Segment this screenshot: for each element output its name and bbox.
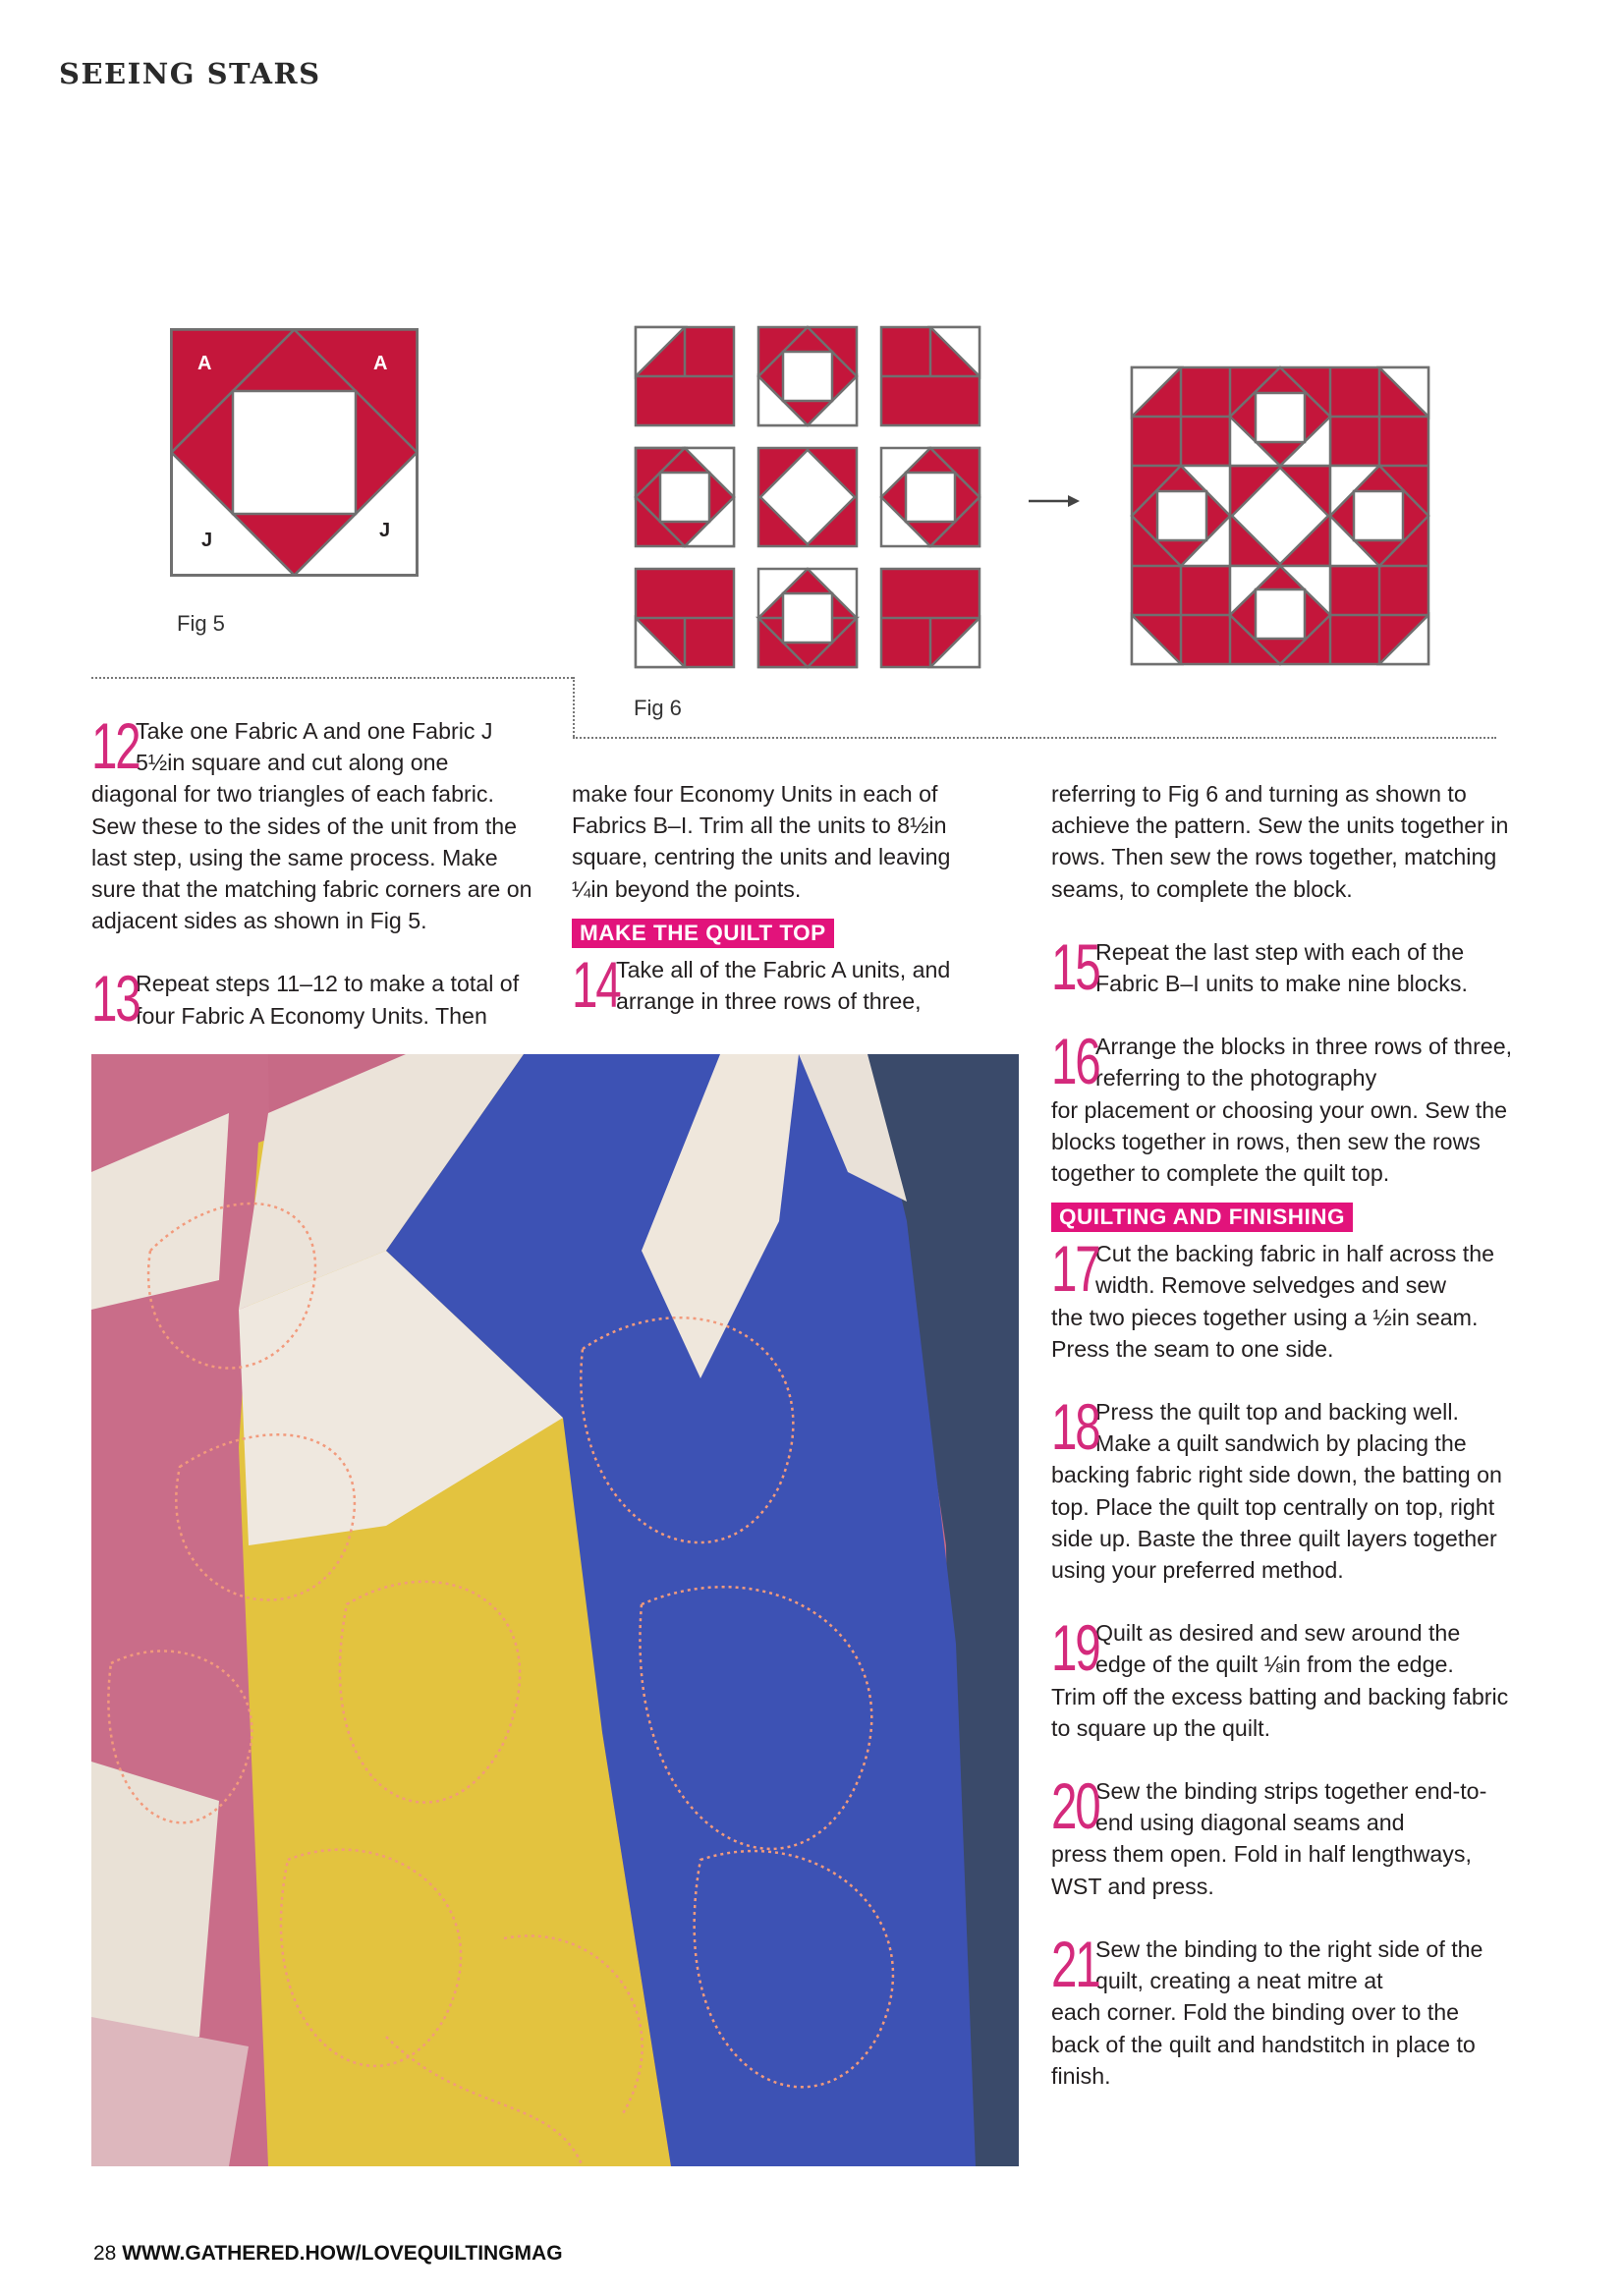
step-21-lead: Sew the binding to the right side of the quilt, creating a neat mitre at xyxy=(1095,1935,1483,1994)
step-17-text: the two pieces together using a ½in seam. Press the seam to one side. xyxy=(1051,1304,1479,1362)
step-18-text: backing fabric right side down, the batting on top. Place the quilt top centrally on top, right side up. Baste the three quilt layers together using your preferred method. xyxy=(1051,1462,1502,1584)
step-14-continued: referring to Fig 6 and turning as shown to achieve the pattern. Sew the units together in rows. Then sew the rows together, matching seams, to complete the block. xyxy=(1051,781,1509,902)
separator-vertical xyxy=(573,677,575,737)
step-17-number: 17 xyxy=(1051,1232,1099,1306)
step-14-lead: Take all of the Fabric A units, and arrange in three rows of three, xyxy=(616,956,951,1015)
separator-left xyxy=(91,677,573,679)
step-16-lead: Arrange the blocks in three rows of three, referring to the photography xyxy=(1095,1034,1513,1092)
fig6-units-grid xyxy=(634,325,982,669)
step-16 xyxy=(1051,1025,1513,1189)
section-quilting-finishing: QUILTING AND FINISHING xyxy=(1051,1203,1353,1232)
section-make-quilt-top: MAKE THE QUILT TOP xyxy=(572,919,834,948)
step-18 xyxy=(1051,1390,1513,1586)
step-17 xyxy=(1051,1232,1513,1365)
fig5-caption: Fig 5 xyxy=(177,611,225,636)
quilt-photo-illustration xyxy=(91,1054,1019,2166)
step-12 xyxy=(91,709,538,936)
footer-url[interactable]: WWW.GATHERED.HOW/LOVEQUILTINGMAG xyxy=(122,2242,563,2265)
step-18-number: 18 xyxy=(1051,1390,1099,1464)
step-14 xyxy=(572,947,984,1021)
step-15-number: 15 xyxy=(1051,929,1099,1003)
fig6-caption: Fig 6 xyxy=(634,696,682,720)
page-footer xyxy=(93,2242,563,2266)
step-13-lead: Repeat steps 11–12 to make a total of four Fabric A Economy Units. Then xyxy=(136,971,520,1029)
fig5-label-j1: J xyxy=(201,530,213,551)
step-15 xyxy=(1051,929,1513,1003)
arrow-right-icon xyxy=(1027,491,1082,511)
step-13-continued: make four Economy Units in each of Fabrics B–I. Trim all the units to 8½in square, centring the units and leaving ¼in beyond the points. xyxy=(572,781,951,902)
fig6-assembled-block xyxy=(1130,365,1430,666)
step-16-number: 16 xyxy=(1051,1025,1099,1098)
step-12-text: diagonal for two triangles of each fabric. Sew these to the sides of the unit from the last step, using the same process. Make sure that the matching fabric corners are on adjacent sides as shown in Fig 5. xyxy=(91,781,532,934)
page-number: 28 xyxy=(93,2242,117,2265)
step-20-text: press them open. Fold in half lengthways, WST and press. xyxy=(1051,1841,1472,1899)
step-21 xyxy=(1051,1927,1513,2092)
fig5-label-a1: A xyxy=(197,353,212,374)
separator-right xyxy=(573,737,1496,739)
step-19-text: Trim off the excess batting and backing fabric to square up the quilt. xyxy=(1051,1683,1509,1741)
step-19 xyxy=(1051,1611,1513,1744)
step-13-number: 13 xyxy=(91,962,140,1036)
step-16-text: for placement or choosing your own. Sew the blocks together in rows, then sew the rows together to complete the quilt top. xyxy=(1051,1096,1507,1187)
quilt-photo xyxy=(91,1054,1019,2166)
fig5-diagram xyxy=(170,328,419,577)
step-19-number: 19 xyxy=(1051,1611,1099,1685)
step-12-number: 12 xyxy=(91,709,140,782)
step-19-lead: Quilt as desired and sew around the edge of the quilt ⅛in from the edge. xyxy=(1095,1620,1461,1678)
column-2 xyxy=(572,778,984,1021)
step-18-lead: Press the quilt top and backing well. Make a quilt sandwich by placing the xyxy=(1095,1399,1467,1457)
fig5-label-a2: A xyxy=(373,353,388,374)
step-20-lead: Sew the binding strips together end-to-end using diagonal seams and xyxy=(1095,1778,1487,1836)
column-1 xyxy=(91,709,538,1036)
step-21-text: each corner. Fold the binding over to the back of the quilt and handstitch in place to finish. xyxy=(1051,1999,1476,2089)
step-14-number: 14 xyxy=(572,947,620,1021)
step-17-lead: Cut the backing fabric in half across the width. Remove selvedges and sew xyxy=(1095,1241,1494,1299)
fig5-label-j2: J xyxy=(379,520,391,541)
step-21-number: 21 xyxy=(1051,1927,1099,2000)
step-20 xyxy=(1051,1769,1513,1902)
column-3 xyxy=(1051,778,1513,2092)
page-section-title: SEEING STARS xyxy=(59,57,321,90)
step-15-lead: Repeat the last step with each of the Fabric B–I units to make nine blocks. xyxy=(1095,938,1468,997)
step-20-number: 20 xyxy=(1051,1769,1099,1843)
step-13 xyxy=(91,962,538,1036)
step-12-lead: Take one Fabric A and one Fabric J 5½in square and cut along one xyxy=(136,718,493,776)
